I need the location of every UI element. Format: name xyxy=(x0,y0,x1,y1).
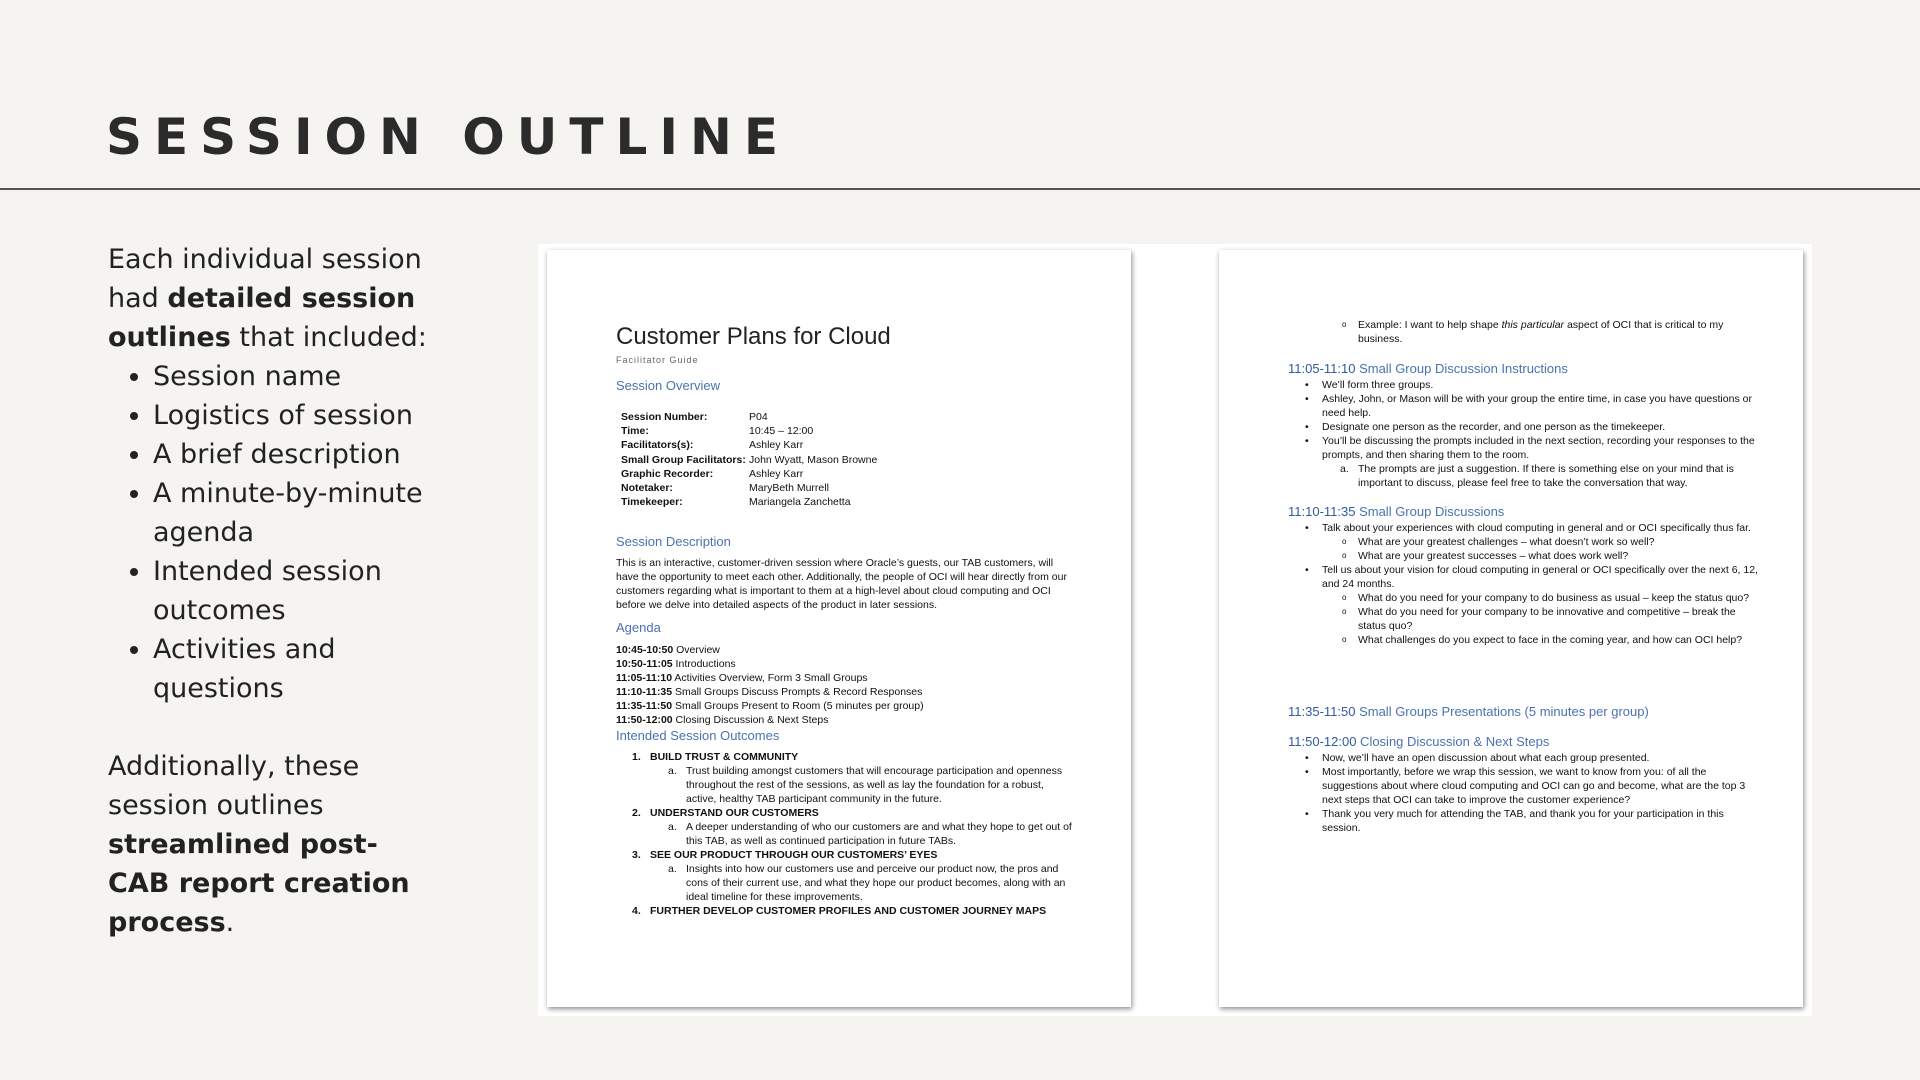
item-letter: a. xyxy=(668,821,677,833)
agenda-text: Small Groups Present to Room (5 minutes per group) xyxy=(672,700,924,713)
list-item xyxy=(616,643,924,657)
overview-key: Small Group Facilitators: xyxy=(621,453,746,466)
agenda-time: 11:35-11:50 xyxy=(616,700,673,713)
list-item: o What challenges do you expect to face in the coming year, and how can OCI help? xyxy=(1288,633,1758,647)
agenda-time: 10:45-10:50 xyxy=(616,644,674,656)
list-item xyxy=(616,862,1076,904)
list-item xyxy=(616,750,1076,764)
list-item xyxy=(616,806,1076,820)
list-item: • Activities and questions xyxy=(153,630,438,708)
table-row xyxy=(621,495,877,509)
outcome-title: BUILD TRUST & COMMUNITY xyxy=(650,751,799,763)
overview-key: Graphic Recorder: xyxy=(621,467,714,480)
item-letter: a. xyxy=(668,765,677,777)
list-item: • We’ll form three groups. xyxy=(1288,378,1758,392)
table-row xyxy=(621,467,877,481)
list-item: • You’ll be discussing the prompts included in the next section, recording your responses to the prompts, and then sharing them to the room. xyxy=(1288,434,1758,462)
list-item: • Session name xyxy=(153,357,438,396)
outcomes-list xyxy=(616,750,1076,918)
section-title: Closing Discussion & Next Steps xyxy=(1356,734,1550,749)
outcome-detail: A deeper understanding of who our customers are and what they hope to get out of this TAB, as well as continued participation in future TABs. xyxy=(686,821,1072,847)
agenda-list xyxy=(616,643,924,728)
outcome-title: SEE OUR PRODUCT THROUGH OUR CUSTOMERS’ EYES xyxy=(650,849,938,861)
list-item xyxy=(616,904,1076,918)
overview-key: Session Number: xyxy=(621,411,708,423)
agenda-text: Small Groups Discuss Prompts & Record Responses xyxy=(672,686,923,699)
intro-bold: detailed session outlines xyxy=(108,283,416,353)
list-item: • Talk about your experiences with cloud computing in general and or OCI specifically thus far. xyxy=(1288,521,1758,535)
list-item xyxy=(616,764,1076,806)
section-title: Small Group Discussions xyxy=(1355,504,1505,519)
outcome-title: UNDERSTAND OUR CUSTOMERS xyxy=(650,807,819,819)
table-row xyxy=(621,424,877,438)
overview-value: Mariangela Zanchetta xyxy=(749,496,851,509)
section-heading xyxy=(1288,733,1758,751)
section-discussions xyxy=(1288,503,1758,647)
list-item: • A minute-by-minute agenda xyxy=(153,474,438,552)
list-item xyxy=(1288,318,1758,346)
list-item: • Thank you very much for attending the TAB, and thank you for your participation in this session. xyxy=(1288,807,1758,835)
intro-paragraph xyxy=(108,240,438,357)
closing-text-end: . xyxy=(225,907,235,938)
overview-key: Notetaker: xyxy=(621,482,673,495)
section-closing xyxy=(1288,733,1758,835)
table-row xyxy=(621,438,877,452)
list-item: • Intended session outcomes xyxy=(153,552,438,630)
item-letter: a. xyxy=(668,863,677,875)
overview-value: 10:45 – 12:00 xyxy=(749,425,814,438)
session-overview-table xyxy=(621,410,877,509)
section-time: 11:10-11:35 xyxy=(1288,504,1356,519)
list-item: • Tell us about your vision for cloud computing in general or OCI specifically over the next 6, 12, and 24 months. xyxy=(1288,563,1758,591)
list-item: o What are your greatest challenges – what doesn’t work so well? xyxy=(1288,535,1758,549)
outcome-detail: Trust building amongst customers that will encourage participation and openness throughout the rest of the sessions, as well as lay the foundation for a robust, active, healthy TAB participant community in the future. xyxy=(686,765,1063,805)
item-letter: a. xyxy=(1340,463,1349,475)
included-items-list xyxy=(153,357,438,708)
list-item xyxy=(616,713,924,727)
overview-value: John Wyatt, Mason Browne xyxy=(749,453,878,466)
list-item: • Designate one person as the recorder, and one person as the timekeeper. xyxy=(1288,420,1758,434)
document-page-1 xyxy=(547,250,1131,1007)
agenda-time: 11:50-12:00 xyxy=(616,714,673,727)
list-item: • A brief description xyxy=(153,435,438,474)
section-heading-agenda: Agenda xyxy=(616,620,661,635)
slide-title: SESSION OUTLINE xyxy=(106,108,790,166)
agenda-time: 11:10-11:35 xyxy=(616,686,673,699)
list-item: o What do you need for your company to be innovative and competitive – break the status quo? xyxy=(1288,605,1758,633)
list-item: o What do you need for your company to do business as usual – keep the status quo? xyxy=(1288,591,1758,605)
list-item xyxy=(616,685,924,699)
intro-text-end: that included: xyxy=(230,322,427,353)
section-heading xyxy=(1288,360,1758,378)
item-number: 1. xyxy=(632,751,641,763)
section-time: 11:50-12:00 xyxy=(1288,734,1357,749)
section-heading-outcomes: Intended Session Outcomes xyxy=(616,728,780,743)
doc-title: Customer Plans for Cloud xyxy=(616,323,891,350)
list-item: • Now, we’ll have an open discussion about what each group presented. xyxy=(1288,751,1758,765)
section-time: 11:35-11:50 xyxy=(1288,704,1356,719)
closing-bold: streamlined post-CAB report creation process xyxy=(108,829,410,938)
example-text: Example: I want to help shape xyxy=(1358,319,1502,331)
example-emphasis: this particular xyxy=(1501,319,1565,331)
overview-value: Ashley Karr xyxy=(749,467,804,480)
list-item xyxy=(616,657,924,671)
list-item xyxy=(616,848,1076,862)
example-note xyxy=(1288,318,1758,346)
list-item xyxy=(1288,462,1758,490)
agenda-time: 11:05-11:10 xyxy=(616,672,673,685)
document-page-2 xyxy=(1219,250,1803,1007)
section-presentations xyxy=(1288,703,1758,721)
document-preview xyxy=(538,244,1812,1016)
agenda-text: Overview xyxy=(673,644,720,656)
closing-paragraph xyxy=(108,747,438,942)
list-item xyxy=(616,699,924,713)
overview-value: Ashley Karr xyxy=(749,439,804,452)
list-item xyxy=(616,671,924,685)
section-heading-overview: Session Overview xyxy=(616,378,721,393)
summary-text xyxy=(108,240,438,942)
item-number: 4. xyxy=(632,905,641,917)
outcome-title: FURTHER DEVELOP CUSTOMER PROFILES AND CUSTOMER JOURNEY MAPS xyxy=(650,905,1047,917)
section-heading xyxy=(1288,503,1758,521)
section-title: Small Group Discussion Instructions xyxy=(1355,361,1568,376)
overview-key: Timekeeper: xyxy=(621,496,683,509)
overview-value: MaryBeth Murrell xyxy=(749,482,829,495)
agenda-text: Closing Discussion & Next Steps xyxy=(672,714,829,727)
agenda-time: 10:50-11:05 xyxy=(616,658,673,671)
agenda-text: Introductions xyxy=(672,658,736,671)
section-title: Small Groups Presentations (5 minutes per group) xyxy=(1355,704,1649,719)
example-text-end: aspect of OCI that is critical to my business. xyxy=(1358,319,1724,345)
table-row xyxy=(621,410,877,424)
intro-text: Each individual session had xyxy=(108,244,422,314)
overview-key: Facilitators(s): xyxy=(621,439,694,452)
title-divider xyxy=(0,188,1920,190)
sub-item-text: The prompts are just a suggestion. If there is something else on your mind that is important to discuss, please feel free to take the conversation that way. xyxy=(1358,463,1734,489)
section-heading xyxy=(1288,703,1758,721)
agenda-text: Activities Overview, Form 3 Small Groups xyxy=(672,672,868,685)
session-description: This is an interactive, customer-driven session where Oracle’s guests, our TAB customers, will have the opportunity to meet each other. Additionally, the people of OCI will hear directly from our customers regarding what is important to them at a high-level about cloud computing and OCI before we delve into detailed aspects of the product in later sessions. xyxy=(616,557,1067,611)
section-instructions xyxy=(1288,360,1758,490)
list-item: • Ashley, John, or Mason will be with your group the entire time, in case you have questions or need help. xyxy=(1288,392,1758,420)
item-number: 3. xyxy=(632,849,641,861)
doc-subtitle: Facilitator Guide xyxy=(616,355,699,365)
section-heading-description: Session Description xyxy=(616,534,731,549)
list-item: o What are your greatest successes – what does work well? xyxy=(1288,549,1758,563)
section-time: 11:05-11:10 xyxy=(1288,361,1356,376)
table-row xyxy=(621,453,877,467)
overview-key: Time: xyxy=(621,425,649,438)
list-item: • Most importantly, before we wrap this session, we want to know from you: of all the suggestions about where cloud computing and OCI can go and become, what are the top 3 next steps that OCI can take to improve the customer experience? xyxy=(1288,765,1758,807)
item-number: 2. xyxy=(632,807,641,819)
list-item: • Logistics of session xyxy=(153,396,438,435)
outcome-detail: Insights into how our customers use and perceive our product now, the pros and cons of their current use, and what they hope our product becomes, along with an ideal timeline for these improvements. xyxy=(686,863,1066,903)
overview-value: P04 xyxy=(749,411,768,423)
closing-text: Additionally, these session outlines xyxy=(108,751,360,821)
table-row xyxy=(621,481,877,495)
list-item xyxy=(616,820,1076,848)
